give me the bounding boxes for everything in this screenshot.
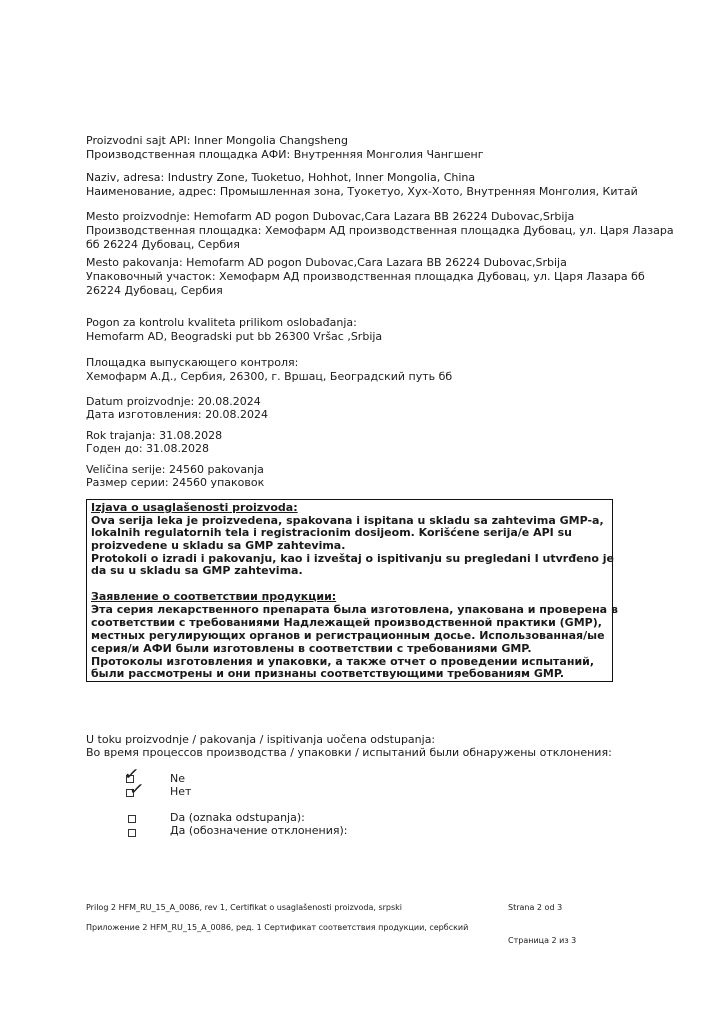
deviation-question-sr: U toku proizvodnje / pakovanja / ispitivanja uočena odstupanja:	[86, 733, 436, 746]
option-no-ru: Нет	[170, 785, 192, 798]
manufacturing-site-ru-1: Производственная площадка: Хемофарм АД производственная площадка Дубовац, ул. Царя Лазара	[86, 224, 674, 237]
compliance-line-sr: lokalnih regulatornih tela i registracionim dosijeom. Korišćene serija/e API su	[91, 526, 572, 539]
manufacture-date-ru: Дата изготовления: 20.08.2024	[86, 408, 269, 421]
batch-size-ru: Размер серии: 24560 упаковок	[86, 476, 265, 489]
address-ru: Наименование, адрес: Промышленная зона, Туокетуо, Хух-Хото, Внутренняя Монголия, Китай	[86, 185, 638, 198]
expiry-ru: Годен до: 31.08.2028	[86, 442, 210, 455]
manufacture-date-sr: Datum proizvodnje: 20.08.2024	[86, 395, 261, 408]
footer-ru: Приложение 2 HFM_RU_15_A_0086, ред. 1 Сертификат соответствия продукции, сербский	[86, 923, 469, 932]
yes-checkbox-ru[interactable]	[128, 829, 136, 837]
expiry-sr: Rok trajanja: 31.08.2028	[86, 429, 223, 442]
compliance-statement-box	[86, 499, 618, 682]
compliance-line-sr: Ova serija leka je proizvedena, spakovana i ispitana u skladu sa zahtevima GMP-a,	[91, 514, 604, 527]
batch-size-sr: Veličina serije: 24560 pakovanja	[86, 463, 264, 476]
page-number-ru: Страница 2 из 3	[508, 936, 577, 945]
compliance-line-ru: соответствии с требованиями Надлежащей производственной практики (GMP),	[91, 616, 602, 629]
compliance-line-sr: da su u skladu sa GMP zahtevima.	[91, 564, 303, 577]
manufacturing-site-ru-2: бб 26224 Дубовац, Сербия	[86, 238, 240, 251]
qc-site-sr-1: Pogon za kontrolu kvaliteta prilikom oslobađanja:	[86, 316, 357, 329]
compliance-line-ru: местных регулирующих органов и регистрационным досье. Использованная/ые	[91, 629, 605, 642]
option-no-sr: Ne	[170, 772, 185, 785]
compliance-line-sr: Protokoli o izradi i pakovanju, kao i izveštaj o ispitivanju su pregledani I utvrđeno je	[91, 552, 614, 565]
manufacturing-site-sr: Mesto proizvodnje: Hemofarm AD pogon Dubovac,Cara Lazara BB 26224 Dubovac,Srbija	[86, 210, 575, 223]
qc-site-ru-2: Хемофарм А.Д., Сербия, 26300, г. Вршац, Београдский путь бб	[86, 370, 453, 383]
compliance-line-ru: были рассмотрены и они признаны соответствующими требованиям GMP.	[91, 667, 565, 680]
compliance-line-ru: Протоколы изготовления и упаковки, а также отчет о проведении испытаний,	[91, 655, 595, 668]
api-site-sr: Proizvodni sajt API: Inner Mongolia Changsheng	[86, 134, 348, 147]
qc-site-ru-1: Площадка выпускающего контроля:	[86, 356, 299, 369]
compliance-heading-sr: Izjava o usaglašenosti proizvoda:	[91, 501, 298, 514]
packaging-site-ru-2: 26224 Дубовац, Сербия	[86, 284, 223, 297]
yes-checkbox[interactable]	[128, 815, 136, 823]
packaging-site-ru-1: Упаковочный участок: Хемофарм АД производственная площадка Дубовац, ул. Царя Лазара бб	[86, 270, 645, 283]
handwritten-check-icon: ✓	[127, 778, 146, 801]
deviation-question-ru: Во время процессов производства / упаковки / испытаний были обнаружены отклонения:	[86, 746, 612, 759]
compliance-line-ru: Эта серия лекарственного препарата была изготовлена, упакована и проверена в	[91, 603, 618, 616]
compliance-line-sr: proizvedene u skladu sa GMP zahtevima.	[91, 539, 346, 552]
api-site-ru: Производственная площадка АФИ: Внутренняя Монголия Чангшенг	[86, 148, 484, 161]
packaging-site-sr: Mesto pakovanja: Hemofarm AD pogon Dubovac,Cara Lazara BB 26224 Dubovac,Srbija	[86, 256, 567, 269]
option-yes-ru: Да (обозначение отклонения):	[170, 824, 348, 837]
compliance-heading-ru: Заявление о соответствии продукции:	[91, 590, 337, 603]
compliance-line-ru: серия/и АФИ были изготовлены в соответствии с требованиями GMP.	[91, 642, 532, 655]
page-number-sr: Strana 2 od 3	[508, 903, 563, 912]
option-yes-sr: Da (oznaka odstupanja):	[170, 811, 305, 824]
address-sr: Naziv, adresa: Industry Zone, Tuoketuo, Hohhot, Inner Mongolia, China	[86, 171, 476, 184]
handwritten-check-icon: ✓	[122, 763, 141, 786]
qc-site-sr-2: Hemofarm AD, Beogradski put bb 26300 Vršac ,Srbija	[86, 330, 383, 343]
footer-sr: Prilog 2 HFM_RU_15_A_0086, rev 1, Certifikat o usaglašenosti proizvoda, srpski	[86, 903, 403, 912]
